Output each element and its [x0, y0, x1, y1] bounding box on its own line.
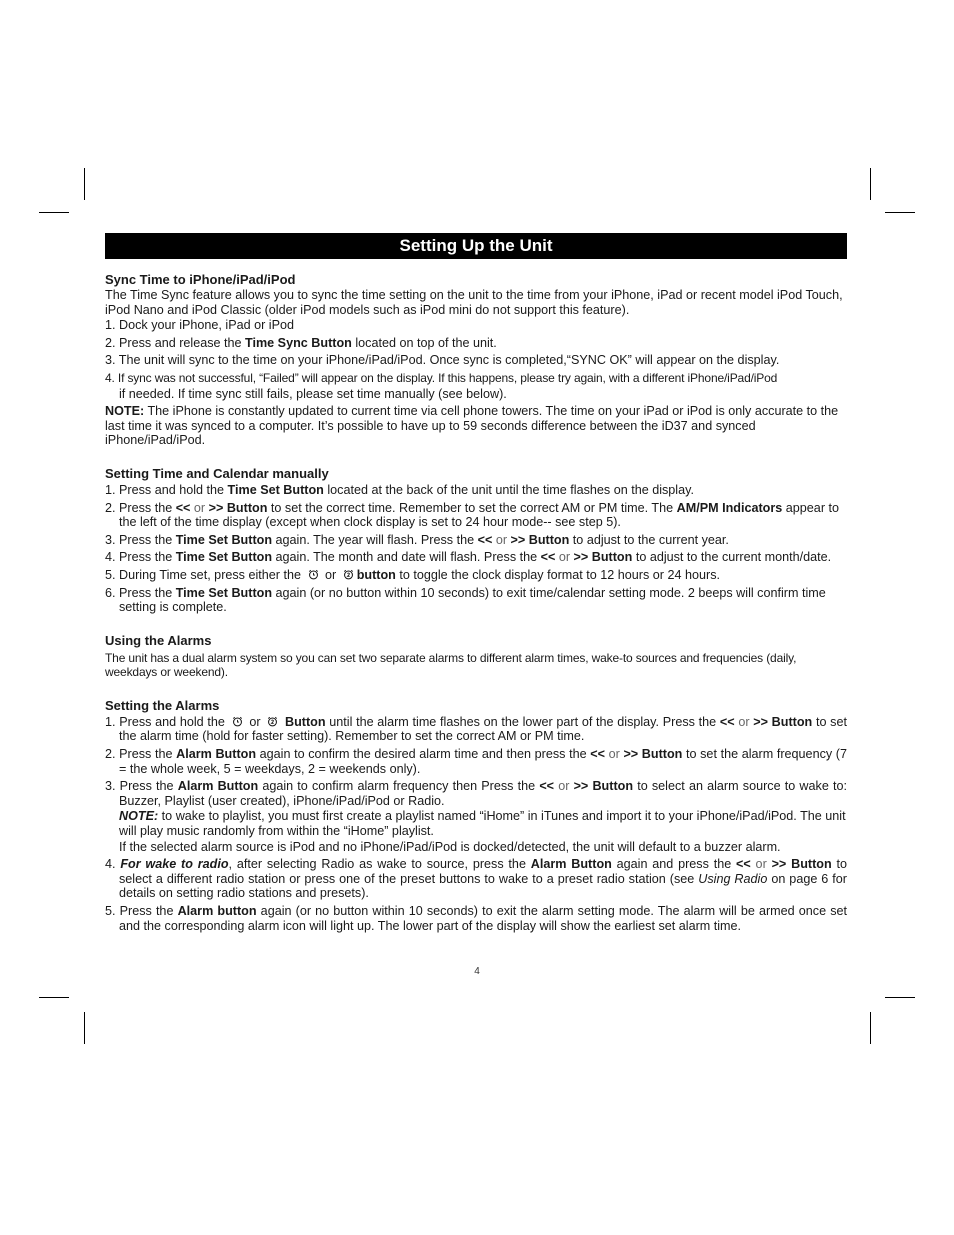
alarm-step-1: 1. Press and hold the or Button until the alarm time flashes on the lower part of the display. Press the << or >> Button to set the alarm time (hold for faster setting). Remember to set the correct AM or PM time.: [105, 714, 847, 744]
alarm-step-3-note: NOTE: to wake to playlist, you must first create a playlist named “iHome” in iTunes and import it to your iPhone/iPad/iPod. The unit will play music randomly from within the “iHome” playlist.: [119, 809, 846, 839]
alarm-step-5: 5. Press the Alarm button again (or no button within 10 seconds) to exit the alarm setting mode. The alarm will be armed once set and the corresponding alarm icon will light up. The lower part of the display will show the earliest set alarm time.: [105, 904, 848, 933]
setting-alarms-heading: Setting the Alarms: [105, 697, 220, 713]
crop-mark: [39, 212, 69, 213]
alarm-clock-1-icon: [308, 569, 319, 580]
sync-intro: The Time Sync feature allows you to sync the time setting on the unit to the time from your iPhone, iPad or recent model iPod Touch, iPod Nano and iPod Classic (older iPod models such as iPod mini do not support this feature).: [105, 288, 843, 317]
sync-step-1: 1. Dock your iPhone, iPad or iPod: [105, 318, 295, 333]
alarm-step-3: 3. Press the Alarm Button again to confirm alarm frequency then Press the << or >> Button to select an alarm source to wake to: Buzzer, Playlist (user created), iPhone/iPad/iPod or Radio.: [105, 779, 847, 808]
crop-mark: [84, 1012, 85, 1044]
page-content: [105, 233, 847, 933]
manual-step-6: 6. Press the Time Set Button again (or no button within 10 seconds) to exit time/calendar setting mode. 2 beeps will confirm time setting is complete.: [105, 585, 826, 615]
manual-step-2: 2. Press the << or >> Button to set the correct time. Remember to set the correct AM or PM time. The AM/PM Indicators appear to the left of the time display (except when clock display is set to 24 hour mode-- see step 5).: [105, 500, 840, 530]
using-alarms-text: The unit has a dual alarm system so you can set two separate alarms to different alarm times, wake-to sources and frequencies (daily, weekdays or weekend).: [105, 650, 797, 680]
using-alarms-heading: Using the Alarms: [105, 632, 212, 648]
crop-mark: [885, 997, 915, 998]
section-banner: Setting Up the Unit: [105, 233, 847, 259]
alarm-step-2: 2. Press the Alarm Button again to confirm the desired alarm time and then press the << or >> Button to set the alarm frequency (7 = the whole week, 5 = weekdays, 2 = weekends only).: [105, 747, 847, 776]
alarm-clock-2-icon: [267, 716, 278, 727]
crop-mark: [870, 1012, 871, 1044]
alarm-step-4: 4. For wake to radio, after selecting Radio as wake to source, press the Alarm Button again and press the << or >> Button to select a different radio station or press one of the preset buttons to wake to a preset radio station (see Using Radio on page 6 for details on setting radio stations and presets).: [105, 857, 847, 901]
sync-step-4-cont: if needed. If time sync still fails, please set time manually (see below).: [119, 386, 507, 401]
sync-step-3: 3. The unit will sync to the time on your iPhone/iPad/iPod. Once sync is completed,“SYNC OK” will appear on the display.: [105, 353, 780, 368]
crop-mark: [885, 212, 915, 213]
alarm-clock-2-icon: [343, 569, 354, 580]
sync-step-2: 2. Press and release the Time Sync Button located on top of the unit.: [105, 335, 497, 350]
sync-note: NOTE: The iPhone is constantly updated to current time via cell phone towers. The time on your iPad or iPod is only accurate to the last time it was synced to a computer. It’s possible to have up to 59 seconds difference between the iD37 and synced iPhone/iPad/iPod.: [105, 404, 839, 448]
manual-step-5: 5. During Time set, press either the or button to toggle the clock display format to 12 hours or 24 hours.: [105, 567, 720, 582]
manual-step-3: 3. Press the Time Set Button again. The year will flash. Press the << or >> Button to adjust to the current year.: [105, 532, 729, 547]
page-number: 4: [474, 966, 480, 977]
crop-mark: [84, 168, 85, 200]
manual-step-4: 4. Press the Time Set Button again. The month and date will flash. Press the << or >> Button to adjust to the current month/date.: [105, 550, 832, 565]
sync-heading: Sync Time to iPhone/iPad/iPod: [105, 272, 296, 287]
alarm-step-3-extra: If the selected alarm source is iPod and no iPhone/iPad/iPod is docked/detected, the unit will default to a buzzer alarm.: [119, 839, 781, 854]
manual-heading: Setting Time and Calendar manually: [105, 465, 329, 481]
alarm-clock-1-icon: [232, 716, 243, 727]
crop-mark: [870, 168, 871, 200]
crop-mark: [39, 997, 69, 998]
sync-step-4: 4. If sync was not successful, “Failed” will appear on the display. If this happens, please try again, with a different iPhone/iPad/iPod: [105, 370, 778, 385]
manual-step-1: 1. Press and hold the Time Set Button located at the back of the unit until the time flashes on the display.: [105, 482, 694, 497]
